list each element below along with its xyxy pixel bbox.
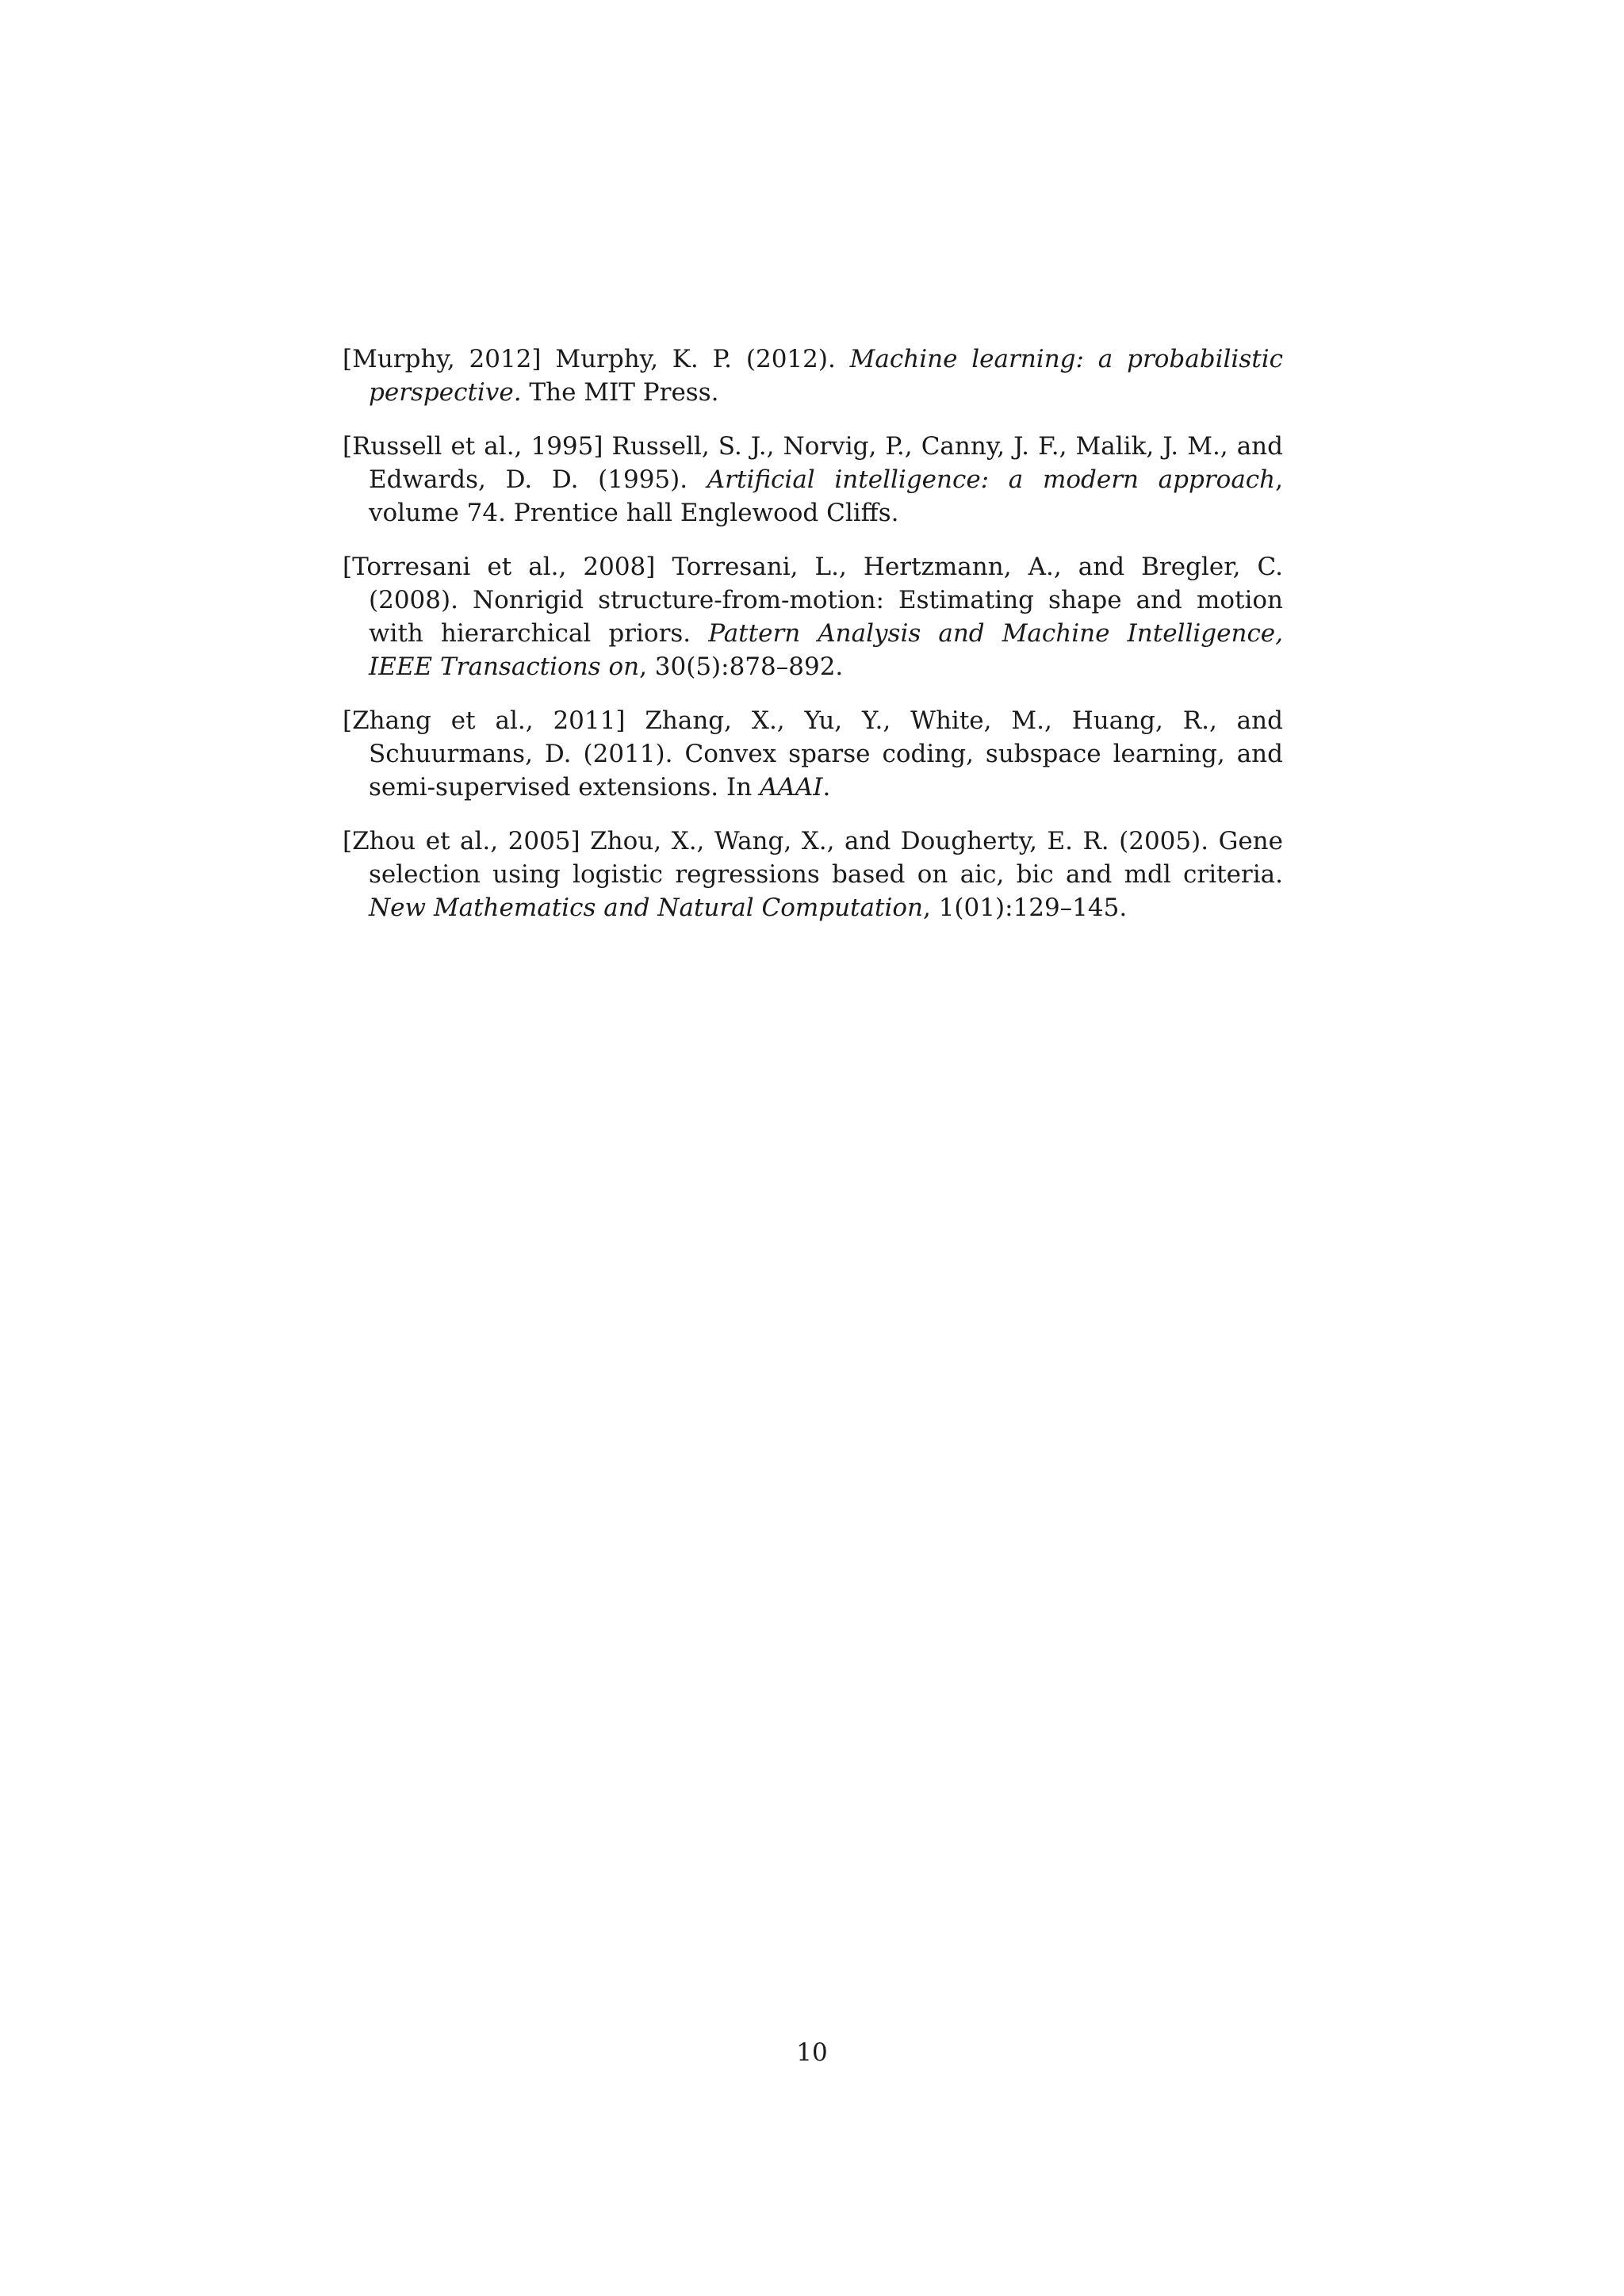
reference-entry-zhang-2011 [343,704,1283,804]
page-number: 10 [796,2038,828,2067]
reference-key: [Russell et al., 1995] [343,432,603,461]
reference-journal: Pattern Analysis and Machine Intelligence, IEEE Transactions on [369,619,1284,681]
reference-key: [Zhang et al., 2011] [343,706,626,735]
reference-authors-year: Murphy, K. P. (2012). [555,345,836,373]
reference-details: , 30(5):878–892. [639,652,844,681]
reference-publisher: The MIT Press. [529,378,719,407]
reference-key: [Murphy, 2012] [343,345,542,373]
reference-key: [Torresani et al., 2008] [343,553,656,581]
reference-key: [Zhou et al., 2005] [343,827,580,855]
reference-details: . [822,773,831,802]
reference-list [343,342,1283,945]
reference-details: , volume 74. Prentice hall Englewood Cliffs. [369,465,1283,527]
reference-details: , 1(01):129–145. [923,894,1128,922]
reference-entry-russell-1995 [343,430,1283,530]
reference-authors-title: Zhang, X., Yu, Y., White, M., Huang, R., and Schuurmans, D. (2011). Convex sparse coding, subspace learning, and semi-supervised extensions. In [369,706,1283,802]
reference-title: Artificial intelligence: a modern approach [707,465,1276,494]
reference-authors-year: Russell, S. J., Norvig, P., Canny, J. F., Malik, J. M., and Edwards, D. D. (1995). [369,432,1283,494]
reference-authors-title: Torresani, L., Hertzmann, A., and Bregler, C. (2008). Nonrigid structure-from-motion: Estimating shape and motion with hierarchical priors. [369,553,1283,648]
reference-entry-torresani-2008 [343,550,1283,683]
reference-journal: New Mathematics and Natural Computation [369,894,923,922]
reference-title: Machine learning: a probabilistic perspective. [369,345,1283,407]
reference-venue: AAAI [760,773,823,802]
reference-entry-zhou-2005 [343,825,1283,924]
reference-authors-title: Zhou, X., Wang, X., and Dougherty, E. R. (2005). Gene selection using logistic regressions based on aic, bic and mdl criteria. [369,827,1283,889]
reference-entry-murphy-2012 [343,342,1283,409]
